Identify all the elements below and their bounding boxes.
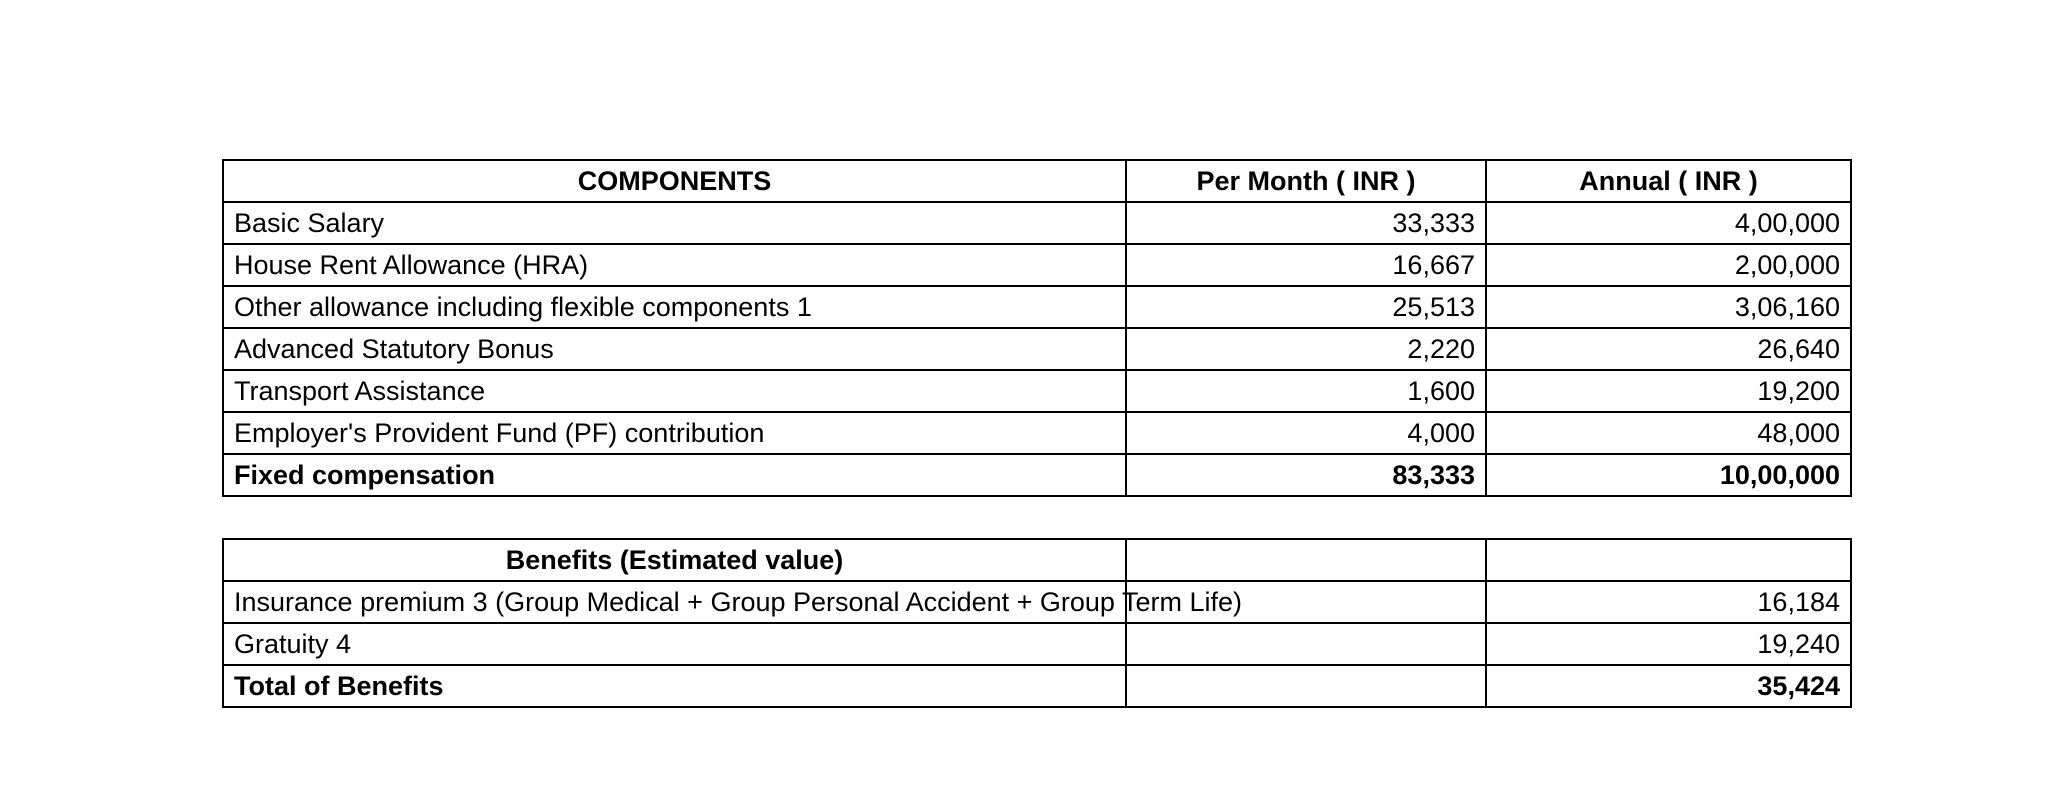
benefits-header-row: [223, 539, 1851, 581]
annual-value: 3,06,160: [1486, 286, 1851, 328]
column-header-blank: [1126, 539, 1486, 581]
per-month-value: 25,513: [1126, 286, 1486, 328]
total-benefits-label: Total of Benefits: [223, 665, 1126, 707]
annual-value: 19,240: [1486, 623, 1851, 665]
annual-value: 4,00,000: [1486, 202, 1851, 244]
annual-value: 26,640: [1486, 328, 1851, 370]
annual-value: 2,00,000: [1486, 244, 1851, 286]
total-benefits-per-month: [1126, 665, 1486, 707]
per-month-value: [1126, 623, 1486, 665]
component-name: House Rent Allowance (HRA): [223, 244, 1126, 286]
table-row: [223, 623, 1851, 665]
components-header-row: [223, 160, 1851, 202]
column-header-blank: [1486, 539, 1851, 581]
column-header-annual: Annual ( INR ): [1486, 160, 1851, 202]
total-benefits-annual: 35,424: [1486, 665, 1851, 707]
per-month-value: 16,667: [1126, 244, 1486, 286]
total-benefits-row: [223, 665, 1851, 707]
column-header-benefits: Benefits (Estimated value): [223, 539, 1126, 581]
table-row: [223, 328, 1851, 370]
benefit-name: Insurance premium 3 (Group Medical + Group Personal Accident + Group Term Life): [223, 581, 1126, 623]
table-row: [223, 202, 1851, 244]
annual-value: 19,200: [1486, 370, 1851, 412]
benefits-table: [222, 538, 1852, 708]
column-header-components: COMPONENTS: [223, 160, 1126, 202]
annual-value: 16,184: [1486, 581, 1851, 623]
table-row: [223, 370, 1851, 412]
fixed-compensation-per-month: 83,333: [1126, 454, 1486, 496]
fixed-compensation-annual: 10,00,000: [1486, 454, 1851, 496]
table-row: [223, 244, 1851, 286]
table-row: [223, 286, 1851, 328]
per-month-value: 2,220: [1126, 328, 1486, 370]
column-header-per-month: Per Month ( INR ): [1126, 160, 1486, 202]
components-table: [222, 159, 1852, 497]
fixed-compensation-row: [223, 454, 1851, 496]
component-name: Basic Salary: [223, 202, 1126, 244]
component-name: Employer's Provident Fund (PF) contribution: [223, 412, 1126, 454]
fixed-compensation-label: Fixed compensation: [223, 454, 1126, 496]
annual-value: 48,000: [1486, 412, 1851, 454]
table-row: [223, 581, 1851, 623]
benefit-name: Gratuity 4: [223, 623, 1126, 665]
per-month-value: 4,000: [1126, 412, 1486, 454]
component-name: Other allowance including flexible components 1: [223, 286, 1126, 328]
per-month-value: 33,333: [1126, 202, 1486, 244]
component-name: Transport Assistance: [223, 370, 1126, 412]
table-row: [223, 412, 1851, 454]
per-month-value: 1,600: [1126, 370, 1486, 412]
component-name: Advanced Statutory Bonus: [223, 328, 1126, 370]
